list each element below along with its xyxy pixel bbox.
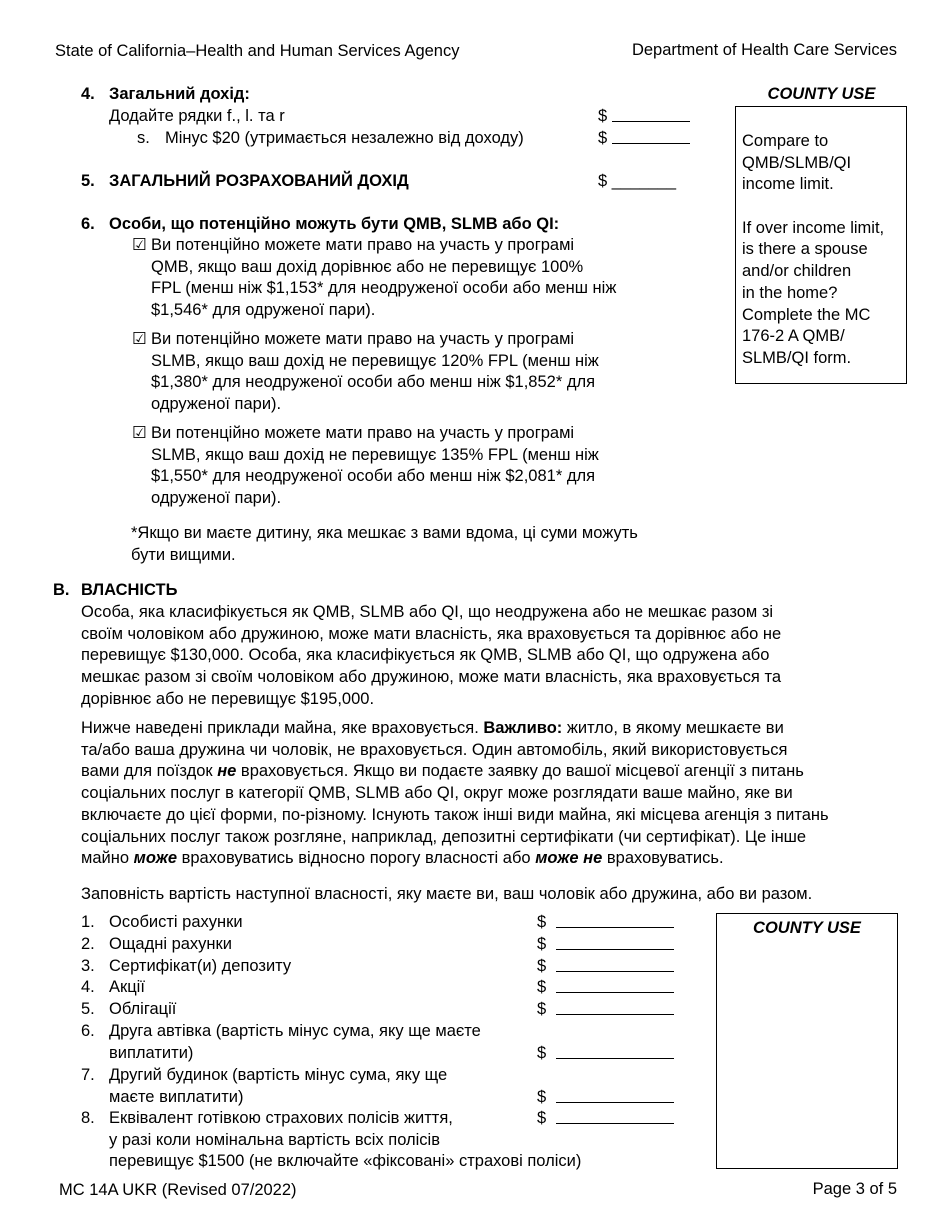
county-use-title-income: COUNTY USE: [767, 85, 876, 103]
county-use-line: If over income limit,: [742, 218, 885, 237]
property-examples-paragraph: Нижче наведені приклади майна, яке враховується. Важливо: житло, в якому мешкаєте ви та/або ваша дружина чи чоловік, не враховується. Один автомобіль, який використовується вами для поїздок не враховується. Якщо ви подаєте заявку до вашої місцевої агенції з питань соціальних послуг в категорії QMB, SLMB або QI, округ може розглядати ваше майно, яке ви включаєте до цієї форми, по-різному. Існують також інші види майна, які місцева агенція з питань соціальних послуг також розгляне, наприклад, депозитні сертифікати (чи сертифікат). Це інше майно може враховуватись відносно порогу власності або може не враховуватись.: [81, 719, 829, 868]
property-item-number: 8.: [81, 1109, 95, 1127]
property-item-label: Акції: [109, 978, 145, 996]
county-use-line: [742, 196, 884, 218]
item4-line1-dollar: $: [598, 107, 608, 125]
county-use-line: Complete the MC: [742, 305, 871, 324]
county-use-line: QMB/SLMB/QI: [742, 153, 852, 172]
section-b-letter: B.: [53, 581, 70, 599]
item4-line2-dollar: $: [598, 129, 608, 147]
form-number: MC 14A UKR (Revised 07/2022): [59, 1181, 297, 1199]
property-item-amount-field[interactable]: [556, 912, 674, 928]
property-instructions: Заповність вартість наступної власності, яку маєте ви, ваш чоловік або дружина, або ви разом.: [81, 885, 813, 903]
item6-title: Особи, що потенційно можуть бути QMB, SLMB або QI:: [109, 215, 560, 233]
slmb-135-checkbox[interactable]: ☑: [132, 424, 147, 442]
property-item-dollar: $: [537, 1087, 547, 1106]
county-use-line: income limit.: [742, 175, 834, 194]
page-number: Page 3 of 5: [812, 1180, 897, 1198]
property-item-dollar: $: [537, 1109, 547, 1127]
property-item-label: Ощадні рахунки: [109, 935, 232, 953]
property-item-amount-field[interactable]: [556, 934, 674, 950]
property-item-number: 4.: [81, 978, 95, 996]
header-agency: State of California–Health and Human Services Agency: [55, 42, 460, 60]
property-item-dollar: $: [537, 935, 547, 953]
qmb-checkbox[interactable]: ☑: [132, 236, 147, 254]
property-item-dollar: $: [537, 913, 547, 931]
property-item-dollar: $: [537, 978, 547, 996]
property-item-label: Другий будинок (вартість мінус сума, яку ще: [109, 1066, 448, 1084]
item4-number: 4.: [81, 85, 95, 103]
item4-line2-letter: s.: [137, 129, 150, 147]
item4-line2: Мінус $20 (утримається незалежно від доходу): [165, 129, 524, 147]
header-department: Department of Health Care Services: [631, 41, 897, 59]
county-use-instructions: [742, 131, 884, 370]
slmb-120-option: ☑ Ви потенційно можете мати право на участь у програмі SLMB, якщо ваш дохід не перевищує 120% FPL (менш ніж $1,380* для неодруженої особи або менш ніж $1,852* для одруженої пари).: [132, 330, 599, 414]
property-item-number: 7.: [81, 1066, 95, 1084]
property-item-number: 1.: [81, 913, 95, 931]
county-use-box-property: [716, 913, 898, 1169]
property-item-amount-field[interactable]: [556, 956, 674, 972]
property-item-number: 3.: [81, 957, 95, 975]
county-use-box-income: [735, 106, 907, 384]
item4-title: Загальний дохід:: [109, 85, 250, 103]
qmb-option: ☑ Ви потенційно можете мати право на участь у програмі QMB, якщо ваш дохід дорівнює або не перевищує 100% FPL (менш ніж $1,153* для неодруженої особи або менш ніж $1,546* для одруженої пари).: [132, 236, 617, 320]
item6-footnote: *Якщо ви маєте дитину, яка мешкає з вами вдома, ці суми можуть бути вищими.: [131, 524, 638, 564]
property-item-number: 2.: [81, 935, 95, 953]
property-limits-paragraph: Особа, яка класифікується як QMB, SLMB або QI, що неодружена або не мешкає разом зі своїм чоловіком або дружиною, може мати власність, яка враховується та дорівнює або не перевищує $130,000. Особа, яка класифікується як QMB, SLMB або QI, що одружена або мешкає разом зі своїм чоловіком або дружиною, може мати власність, яка враховується та дорівнює або не перевищує $195,000.: [81, 603, 782, 708]
county-use-line: and/or children: [742, 262, 852, 281]
property-item-label: Еквівалент готівкою страхових полісів життя,: [109, 1109, 453, 1127]
property-item-label: у разі коли номінальна вартість всіх полісів: [109, 1130, 440, 1149]
property-item-label: Особисті рахунки: [109, 913, 243, 931]
item4-line2-field[interactable]: [612, 128, 690, 144]
property-item-label: виплатити): [109, 1043, 194, 1062]
property-item-dollar: $: [537, 1000, 547, 1018]
property-item-amount-field[interactable]: [556, 1108, 674, 1124]
property-item-dollar: $: [537, 1043, 547, 1062]
county-use-line: in the home?: [742, 283, 838, 302]
county-use-line: 176-2 A QMB/: [742, 327, 845, 346]
item5-number: 5.: [81, 172, 95, 190]
property-item-dollar: $: [537, 957, 547, 975]
property-item-label: Сертифікат(и) депозиту: [109, 957, 292, 975]
property-item-amount-field[interactable]: [556, 1087, 674, 1103]
item6-number: 6.: [81, 215, 95, 233]
property-item-amount-field[interactable]: [556, 977, 674, 993]
property-item-amount-field[interactable]: [556, 1043, 674, 1059]
item4-line1: Додайте рядки f., l. та r: [109, 107, 285, 125]
item4-line1-field[interactable]: [612, 106, 690, 122]
slmb-120-checkbox[interactable]: ☑: [132, 330, 147, 348]
county-use-line: Compare to: [742, 132, 829, 150]
county-use-line: SLMB/QI form.: [742, 348, 852, 367]
item5-title: ЗАГАЛЬНИЙ РОЗРАХОВАНИЙ ДОХІД: [109, 172, 409, 190]
property-item-number: 5.: [81, 1000, 95, 1018]
property-item-label: маєте виплатити): [109, 1087, 244, 1106]
property-item-label: перевищує $1500 (не включайте «фіксовані» страхові поліси): [109, 1152, 582, 1171]
item5-total-field[interactable]: $ _______: [598, 172, 676, 190]
property-item-number: 6.: [81, 1022, 95, 1040]
property-item-label: Друга автівка (вартість мінус сума, яку ще маєте: [109, 1022, 481, 1040]
section-b-title: ВЛАСНІСТЬ: [81, 581, 178, 599]
property-item-amount-field[interactable]: [556, 999, 674, 1015]
county-use-line: is there a spouse: [742, 240, 868, 259]
property-item-label: Облігації: [109, 1000, 177, 1018]
county-use-title-property: COUNTY USE: [753, 919, 861, 937]
slmb-135-option: ☑ Ви потенційно можете мати право на участь у програмі SLMB, якщо ваш дохід не перевищує 135% FPL (менш ніж $1,550* для неодруженої особи або менш ніж $2,081* для одруженої пари).: [132, 424, 599, 508]
